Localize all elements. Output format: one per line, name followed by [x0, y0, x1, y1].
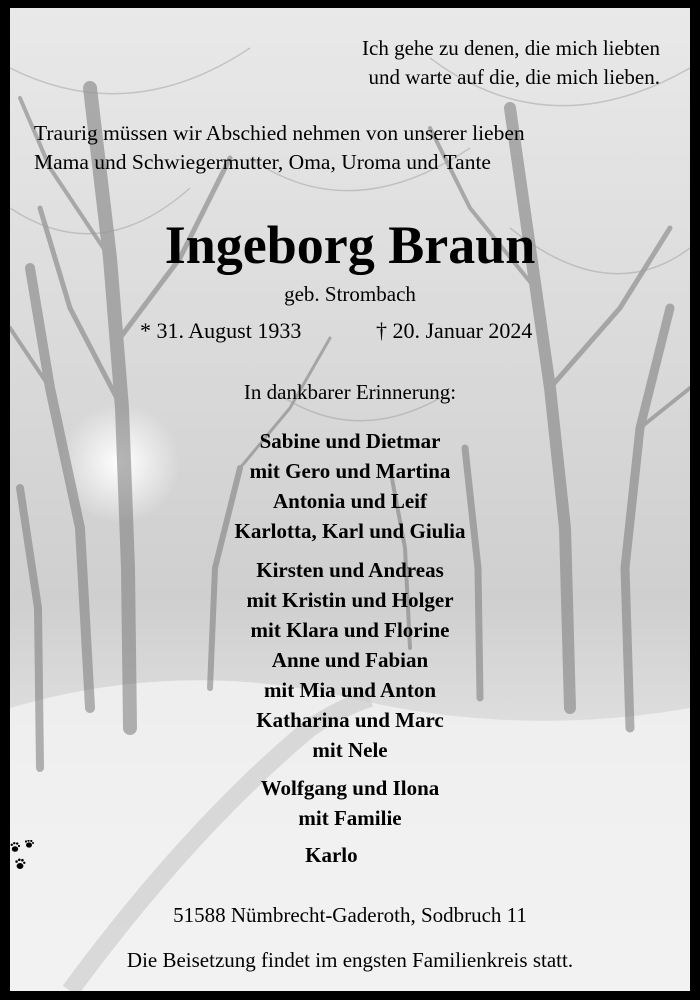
- address: 51588 Nümbrecht-Gaderoth, Sodbruch 11: [173, 903, 527, 927]
- birth-name: geb. Strombach: [284, 282, 416, 306]
- motto-line: und warte auf die, die mich lieben.: [368, 65, 660, 89]
- family-line: mit Nele: [312, 738, 388, 762]
- family-group: [10, 426, 690, 546]
- memory-heading: In dankbarer Erinnerung:: [243, 380, 457, 404]
- family-group: [10, 555, 690, 765]
- family-line: mit Mia und Anton: [263, 678, 437, 702]
- family-line: Wolfgang und Ilona: [260, 776, 440, 800]
- death-date: † 20. Januar 2024: [376, 318, 533, 343]
- intro-text: [34, 119, 525, 177]
- pet-entry: [10, 840, 690, 874]
- birth-date: * 31. August 1933: [140, 318, 302, 343]
- family-line: Sabine und Dietmar: [259, 429, 441, 453]
- family-line: Katharina und Marc: [256, 708, 444, 732]
- paw-prints-icon: [367, 840, 395, 874]
- family-line: mit Klara und Florine: [250, 618, 450, 642]
- winter-forest-background: [10, 8, 690, 991]
- family-group: [10, 773, 690, 833]
- family-line: Antonia und Leif: [272, 489, 428, 513]
- family-line: Anne und Fabian: [271, 648, 429, 672]
- motto-quote: [362, 34, 660, 92]
- intro-line: Traurig müssen wir Abschied nehmen von unserer lieben: [34, 121, 525, 145]
- intro-line: Mama und Schwiegermutter, Oma, Uroma und Tante: [34, 150, 491, 174]
- deceased-name: Ingeborg Braun: [164, 215, 536, 275]
- family-line: mit Gero und Martina: [249, 459, 451, 483]
- family-line: mit Kristin und Holger: [246, 588, 454, 612]
- motto-line: Ich gehe zu denen, die mich liebten: [362, 36, 660, 60]
- pet-name: Karlo: [305, 843, 358, 867]
- family-line: Karlotta, Karl und Giulia: [234, 519, 466, 543]
- family-line: mit Familie: [298, 806, 402, 830]
- family-line: Kirsten und Andreas: [256, 558, 444, 582]
- funeral-note: Die Beisetzung findet im engsten Familienkreis statt.: [126, 948, 574, 972]
